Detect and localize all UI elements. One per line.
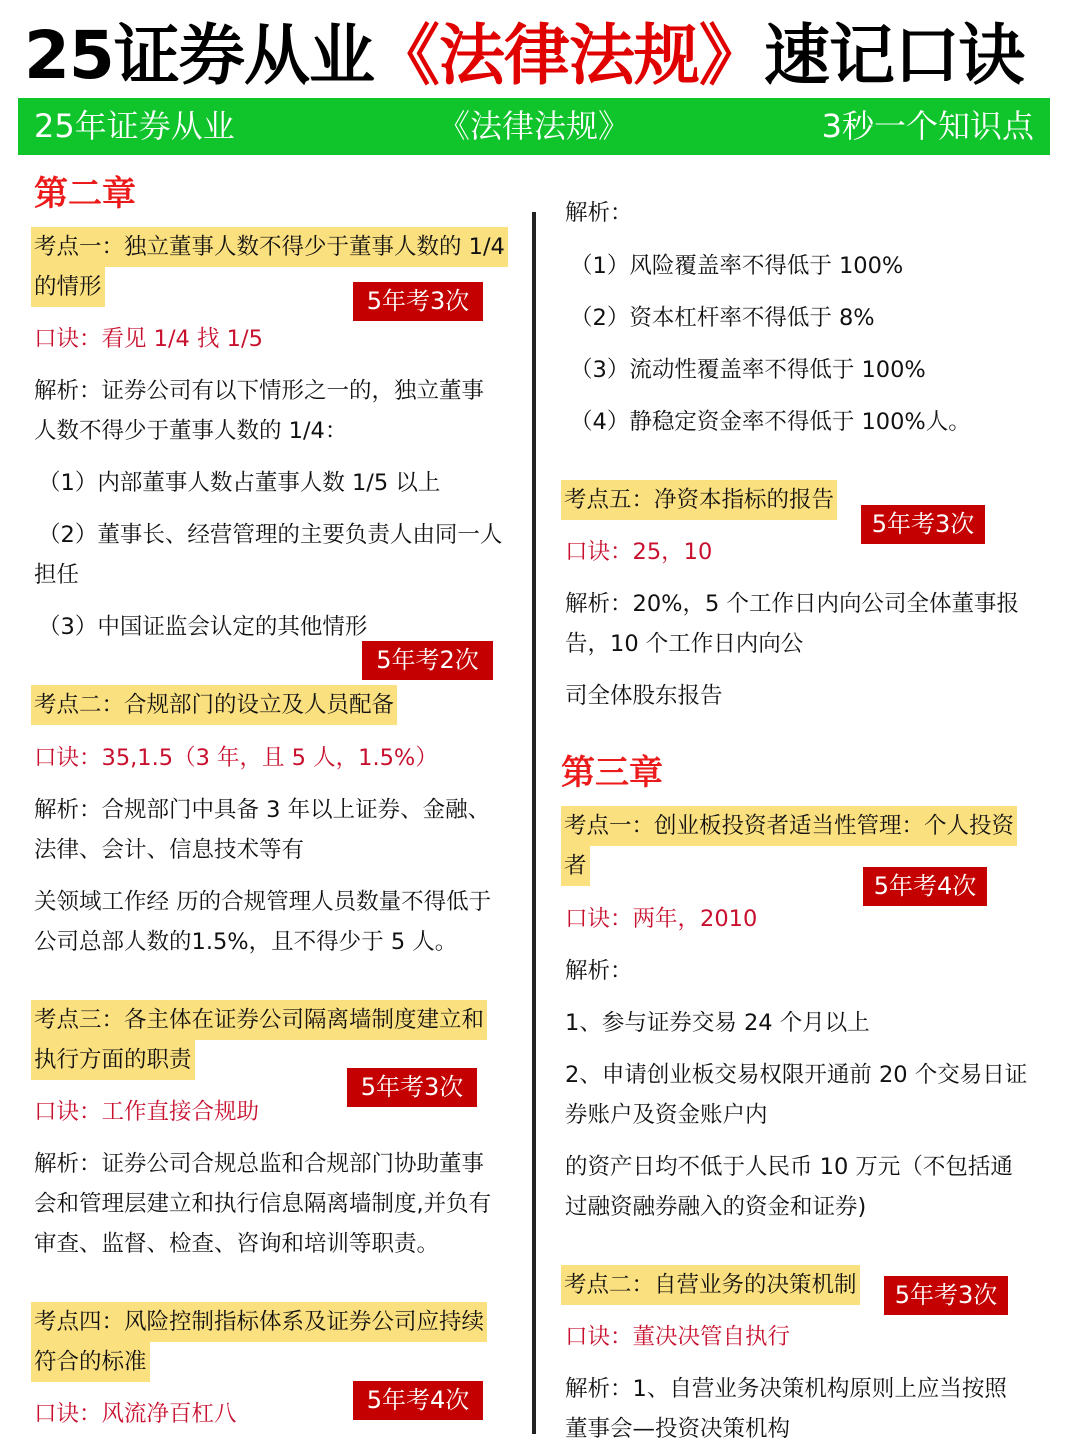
analysis-line: 司全体股东报告	[565, 683, 723, 709]
analysis-line: 过融资融券融入的资金和证券)	[565, 1194, 867, 1220]
analysis-line: 解析：	[565, 200, 633, 226]
analysis-line: 2、申请创业板交易权限开通前 20 个交易日证	[565, 1062, 1028, 1088]
point-title: 符合的标准	[31, 1342, 150, 1382]
point-title: 的情形	[31, 267, 105, 307]
analysis-line: 公司总部人数的1.5%，且不得少于 5 人。	[34, 929, 458, 955]
analysis-line: （3）中国证监会认定的其他情形	[38, 614, 368, 640]
banner-right: 3秒一个知识点	[821, 107, 1034, 145]
chapter-heading: 第二章	[34, 174, 136, 214]
analysis-line: 法律、会计、信息技术等有	[34, 837, 305, 863]
subtitle-banner	[18, 98, 1050, 155]
analysis-line: 会和管理层建立和执行信息隔离墙制度,并负有	[34, 1191, 492, 1217]
point-title: 考点二：合规部门的设立及人员配备	[31, 685, 397, 725]
analysis-line: 人数不得少于董事人数的 1/4：	[34, 418, 348, 444]
point-title: 者	[561, 846, 590, 886]
exam-frequency-badge: 5年考3次	[861, 505, 985, 544]
exam-frequency-badge: 5年考4次	[353, 1381, 483, 1420]
analysis-line: （3）流动性覆盖率不得低于 100%	[570, 357, 926, 383]
analysis-line: 告，10 个工作日内向公	[565, 631, 804, 657]
analysis-line: 解析：	[565, 958, 633, 984]
exam-frequency-badge: 5年考3次	[353, 282, 483, 321]
analysis-line: 审查、监督、检查、咨询和培训等职责。	[34, 1231, 440, 1257]
mnemonic: 口诀：风流净百杠八	[34, 1401, 237, 1427]
point-title: 考点一：独立董事人数不得少于董事人数的 1/4	[31, 227, 508, 267]
analysis-line: 董事会—投资决策机构	[565, 1416, 791, 1440]
exam-frequency-badge: 5年考3次	[884, 1276, 1008, 1315]
analysis-line: 券账户及资金账户内	[565, 1102, 768, 1128]
mnemonic: 口诀：25，10	[565, 539, 713, 565]
analysis-line: 1、参与证券交易 24 个月以上	[565, 1010, 870, 1036]
title-highlight: 《法律法规》	[373, 17, 764, 94]
analysis-line: 担任	[34, 562, 80, 588]
title-suffix: 速记口诀	[763, 17, 1024, 94]
chapter-heading: 第三章	[561, 753, 663, 793]
mnemonic: 口诀：工作直接合规助	[34, 1099, 260, 1125]
mnemonic: 口诀：董决决管自执行	[565, 1324, 791, 1350]
title-prefix: 25证券从业	[24, 17, 374, 94]
analysis-line: 解析：证券公司合规总监和合规部门协助董事	[34, 1151, 485, 1177]
exam-frequency-badge: 5年考4次	[863, 867, 987, 906]
point-title: 执行方面的职责	[31, 1040, 195, 1080]
exam-frequency-badge: 5年考2次	[362, 641, 493, 680]
exam-frequency-badge: 5年考3次	[347, 1068, 477, 1107]
analysis-line: 的资产日均不低于人民币 10 万元（不包括通	[565, 1154, 1013, 1180]
analysis-line: 解析：证券公司有以下情形之一的，独立董事	[34, 378, 485, 404]
point-title: 考点三：各主体在证券公司隔离墙制度建立和	[31, 1000, 487, 1040]
point-title: 考点一：创业板投资者适当性管理：个人投资	[561, 806, 1017, 846]
analysis-line: 解析：20%，5 个工作日内向公司全体董事报	[565, 591, 1019, 617]
analysis-line: （1）内部董事人数占董事人数 1/5 以上	[38, 470, 441, 496]
point-title: 考点二：自营业务的决策机制	[561, 1265, 860, 1305]
analysis-line: 解析：合规部门中具备 3 年以上证券、金融、	[34, 797, 491, 823]
analysis-line: 解析：1、自营业务决策机构原则上应当按照	[565, 1376, 1007, 1402]
analysis-line: （2）董事长、经营管理的主要负责人由同一人	[38, 522, 503, 548]
mnemonic: 口诀：35,1.5（3 年，且 5 人，1.5%）	[34, 745, 438, 771]
mnemonic: 口诀：两年，2010	[565, 906, 758, 932]
analysis-line: （4）静稳定资金率不得低于 100%人。	[570, 409, 971, 435]
banner-center: 《法律法规》	[438, 107, 631, 145]
analysis-line: （1）风险覆盖率不得低于 100%	[570, 253, 904, 279]
mnemonic: 口诀：看见 1/4 找 1/5	[34, 326, 263, 352]
point-title: 考点五：净资本指标的报告	[561, 480, 837, 520]
analysis-line: 关领域工作经 历的合规管理人员数量不得低于	[34, 889, 492, 915]
banner-left: 25年证券从业	[34, 107, 235, 145]
column-divider	[532, 212, 536, 1434]
point-title: 考点四：风险控制指标体系及证券公司应持续	[31, 1302, 487, 1342]
analysis-line: （2）资本杠杆率不得低于 8%	[570, 305, 875, 331]
page-title	[24, 14, 1074, 98]
